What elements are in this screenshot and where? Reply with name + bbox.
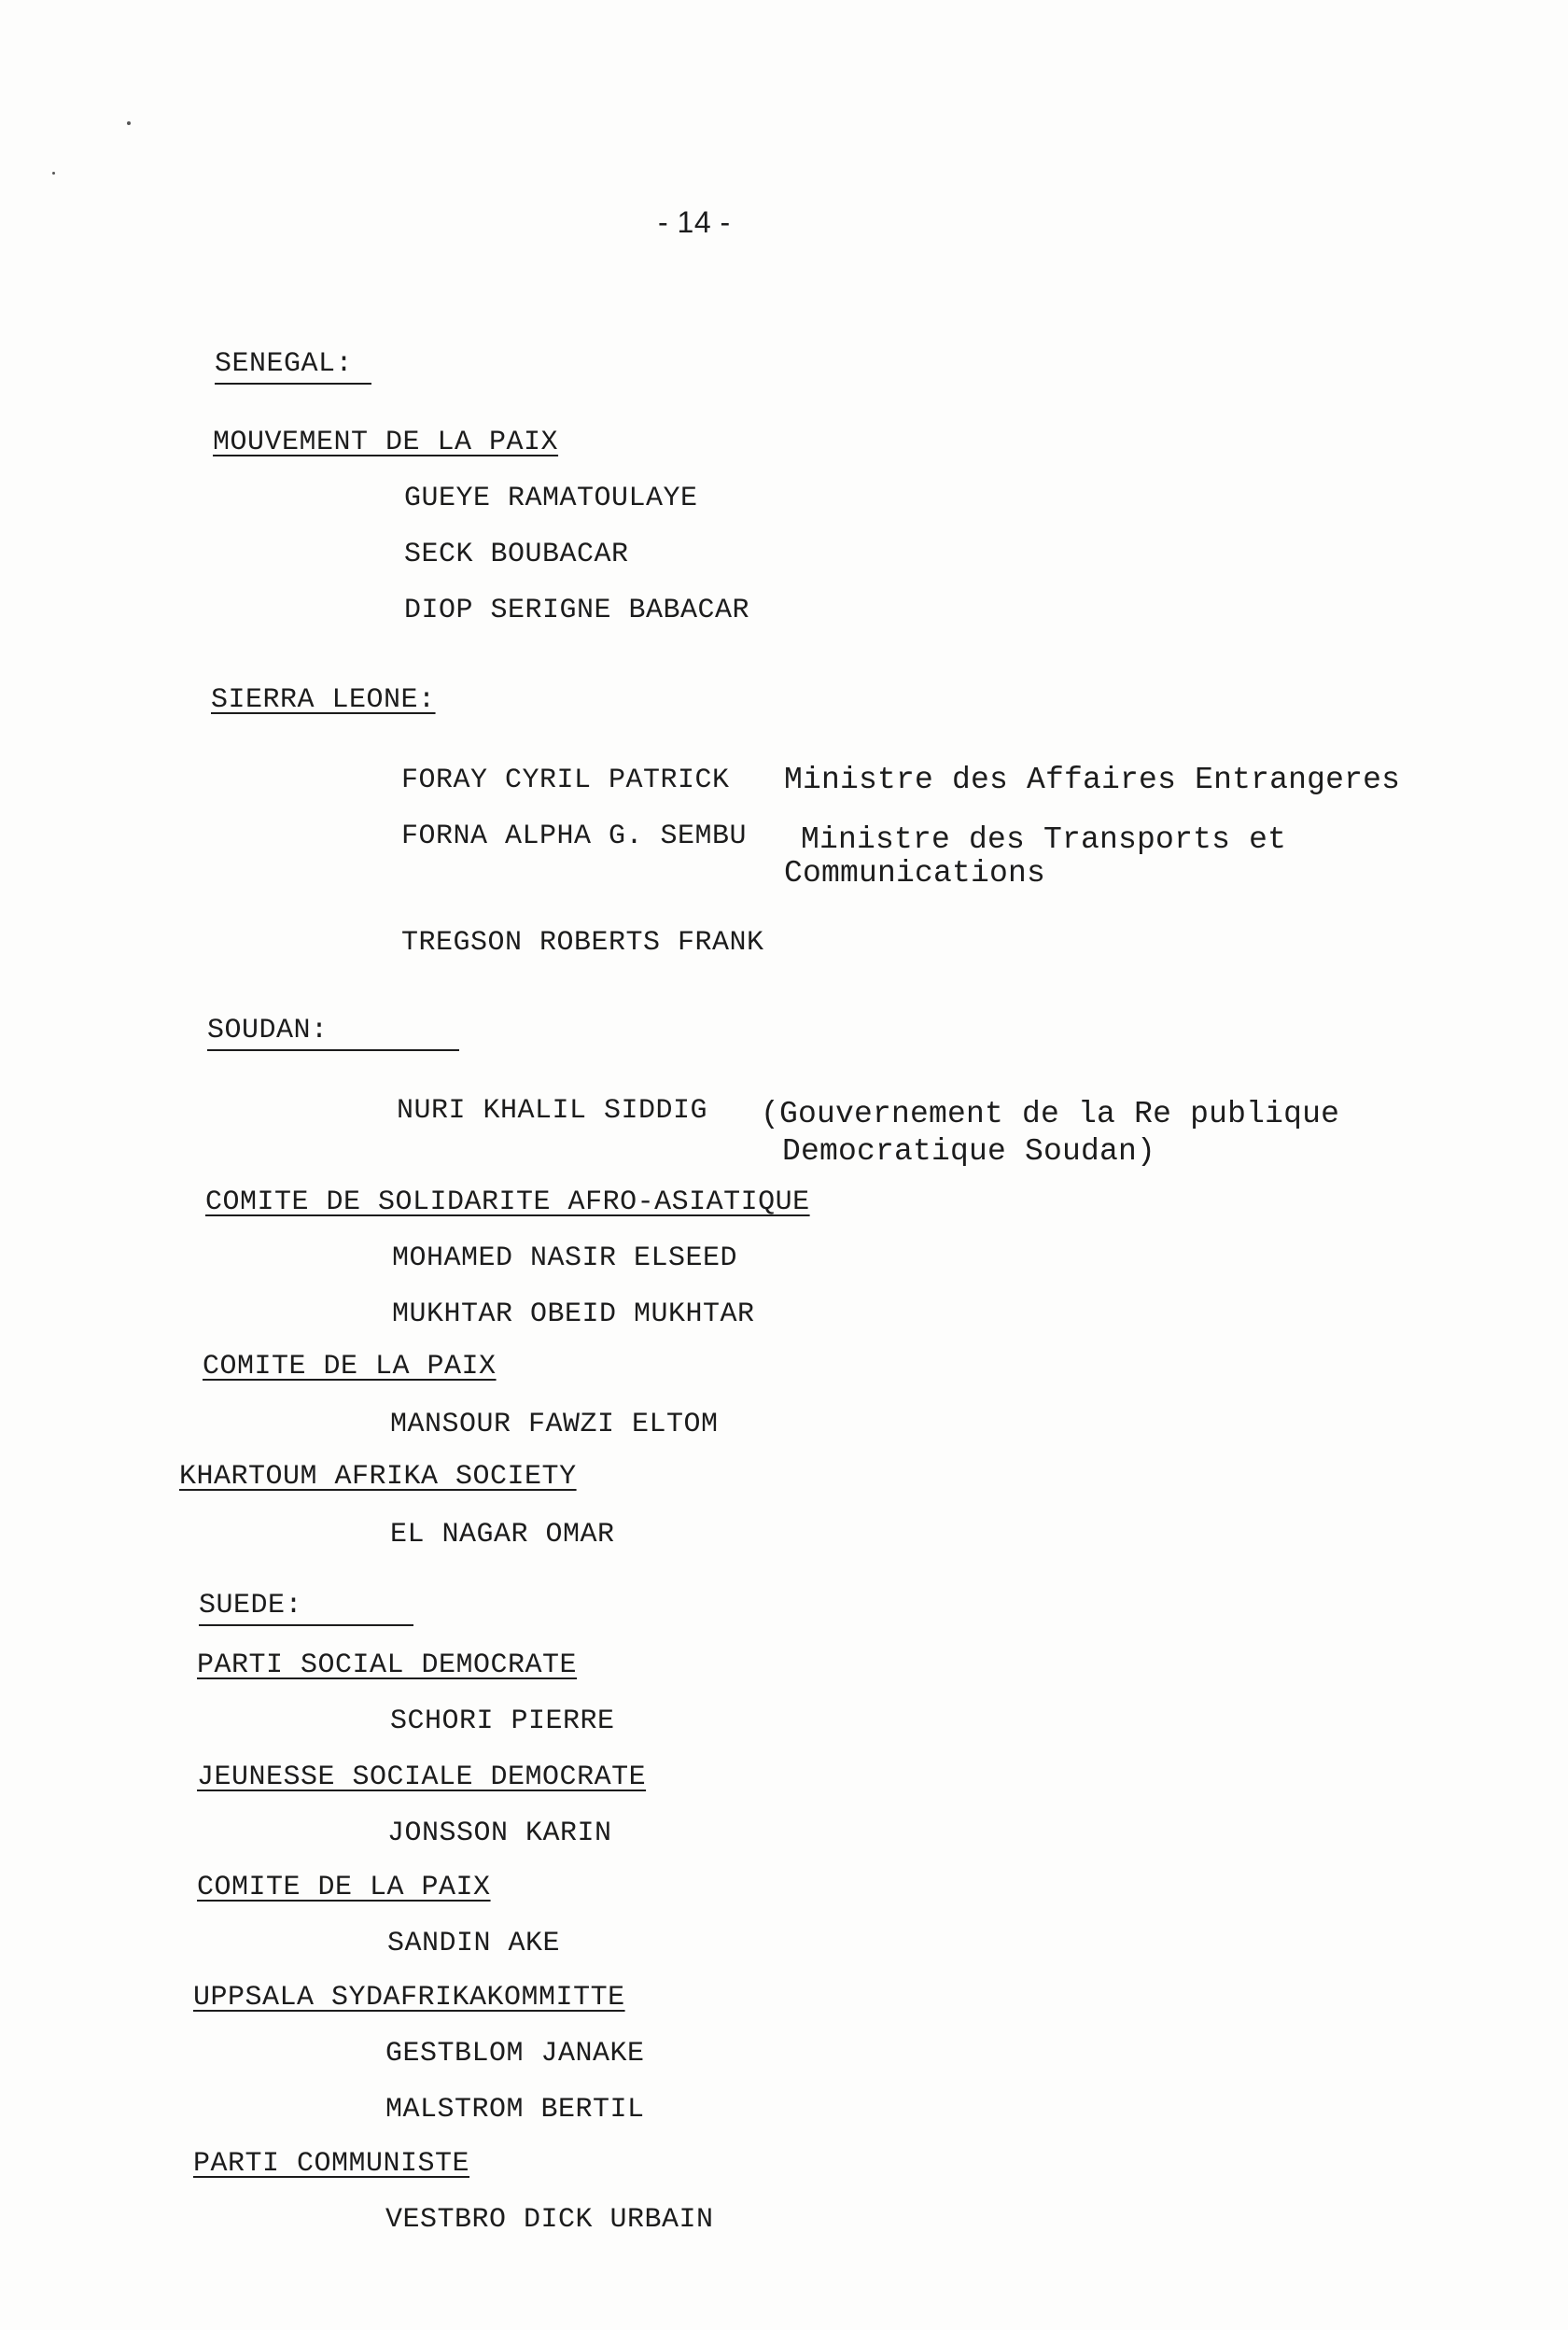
member-name: SANDIN AKE xyxy=(387,1928,561,1959)
org-heading: PARTI SOCIAL DEMOCRATE xyxy=(197,1649,578,1681)
member-role-cont: Communications xyxy=(784,856,1046,891)
org-heading: COMITE DE SOLIDARITE AFRO-ASIATIQUE xyxy=(205,1186,810,1218)
member-role-cont: Democratique Soudan) xyxy=(782,1134,1156,1169)
member-name: NURI KHALIL SIDDIG xyxy=(397,1095,708,1127)
org-heading: UPPSALA SYDAFRIKAKOMMITTE xyxy=(193,1982,625,2014)
member-name: VESTBRO DICK URBAIN xyxy=(385,2204,714,2236)
scan-speck xyxy=(127,121,131,125)
member-name: MALSTROM BERTIL xyxy=(385,2094,645,2126)
org-heading: PARTI COMMUNISTE xyxy=(193,2148,470,2180)
member-name: GUEYE RAMATOULAYE xyxy=(404,483,698,514)
member-name: FORAY CYRIL PATRICK xyxy=(401,765,730,796)
country-heading-suede: SUEDE: xyxy=(199,1590,303,1621)
org-heading: JEUNESSE SOCIALE DEMOCRATE xyxy=(197,1762,647,1793)
heading-underline xyxy=(207,1049,459,1051)
heading-underline xyxy=(215,383,371,385)
member-name: TREGSON ROBERTS FRANK xyxy=(401,927,764,959)
member-name: SECK BOUBACAR xyxy=(404,539,629,570)
member-name: EL NAGAR OMAR xyxy=(390,1519,615,1551)
member-role: (Gouvernement de la Re publique xyxy=(761,1097,1340,1131)
member-role: Ministre des Affaires Entrangeres xyxy=(784,763,1401,797)
member-name: FORNA ALPHA G. SEMBU xyxy=(401,821,748,852)
member-name: MUKHTAR OBEID MUKHTAR xyxy=(392,1298,755,1330)
heading-underline xyxy=(199,1624,413,1626)
member-name: DIOP SERIGNE BABACAR xyxy=(404,595,750,626)
org-heading: COMITE DE LA PAIX xyxy=(203,1351,497,1383)
member-name: GESTBLOM JANAKE xyxy=(385,2038,645,2070)
member-name: MANSOUR FAWZI ELTOM xyxy=(390,1409,719,1440)
org-heading: MOUVEMENT DE LA PAIX xyxy=(213,427,559,458)
scan-speck xyxy=(52,172,55,175)
country-heading-senegal: SENEGAL: xyxy=(215,348,354,380)
org-heading: COMITE DE LA PAIX xyxy=(197,1872,491,1903)
member-name: JONSSON KARIN xyxy=(387,1818,612,1849)
member-name: MOHAMED NASIR ELSEED xyxy=(392,1242,738,1274)
member-name: SCHORI PIERRE xyxy=(390,1705,615,1737)
org-heading: KHARTOUM AFRIKA SOCIETY xyxy=(179,1461,577,1493)
page-number: - 14 - xyxy=(658,205,731,239)
country-heading-soudan: SOUDAN: xyxy=(207,1015,329,1046)
member-role: Ministre des Transports et xyxy=(801,822,1287,857)
country-heading-sierra-leone: SIERRA LEONE: xyxy=(211,684,436,716)
